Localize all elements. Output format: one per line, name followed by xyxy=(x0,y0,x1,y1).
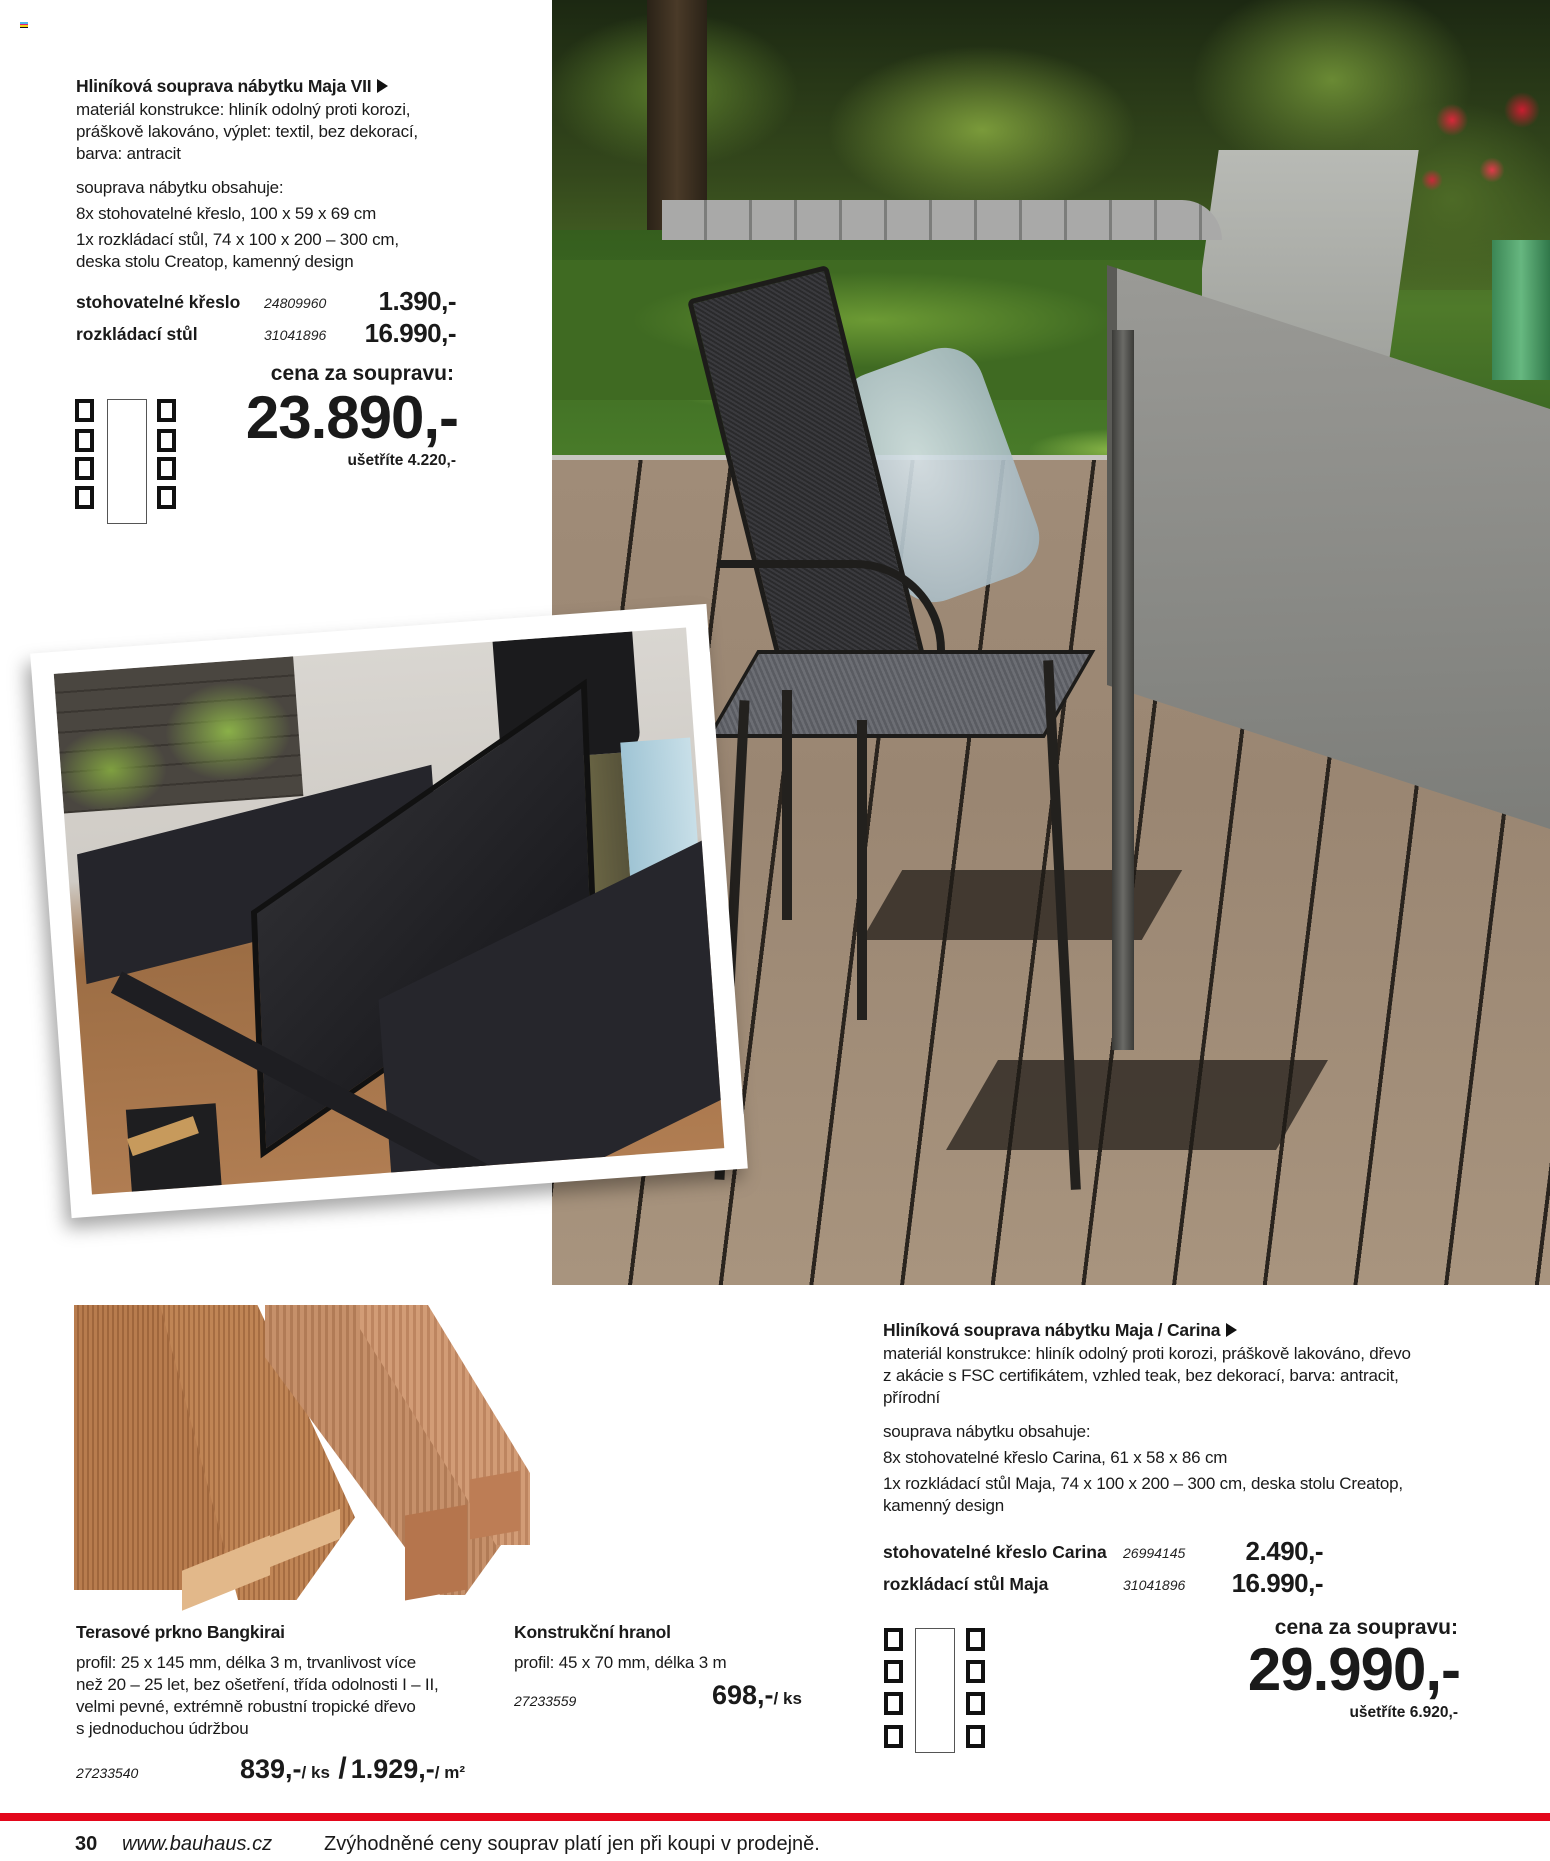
price-row-chair xyxy=(883,1536,1323,1564)
item-price: 2.490,- xyxy=(1245,1536,1323,1566)
hranol-price xyxy=(712,1680,802,1711)
item-code: 27233559 xyxy=(514,1693,577,1709)
product-hranol xyxy=(514,1622,814,1674)
chair-shadow xyxy=(946,1060,1328,1150)
item-code: 31041896 xyxy=(264,327,327,343)
product-description: profil: 45 x 70 mm, délka 3 m xyxy=(514,1653,727,1672)
product-bangkirai xyxy=(76,1622,476,1740)
contents-item: 8x stohovatelné křeslo Carina, 61 x 58 x 86 cm xyxy=(883,1448,1228,1467)
contents-item: kamenný design xyxy=(883,1496,1004,1515)
price-per-piece: 839,- xyxy=(240,1754,302,1784)
price-row-table xyxy=(883,1568,1323,1596)
item-code: 27233540 xyxy=(76,1765,139,1781)
item-price: 1.390,- xyxy=(378,286,456,316)
table-with-8-chairs-icon xyxy=(75,399,185,529)
chair-leg xyxy=(857,720,867,1020)
chair-leg xyxy=(782,690,792,920)
item-code: 26994145 xyxy=(1123,1545,1186,1561)
chair-shadow xyxy=(862,870,1182,940)
footer-red-rule xyxy=(0,1813,1550,1821)
price-row-table xyxy=(76,318,456,346)
price-per-m2: 1.929,- xyxy=(350,1754,435,1784)
chair-seat xyxy=(707,650,1096,738)
product-description: materiál konstrukce: hliník odolný proti korozi, práškově lakováno, dřevo z akácie s FSC certifikátem, vzhled teak, bez dekorací, barva: antracit, přírodní xyxy=(883,1344,1411,1407)
savings: ušetříte 4.220,- xyxy=(347,452,456,469)
item-price: 16.990,- xyxy=(364,318,456,348)
item-name: stohovatelné křeslo Carina xyxy=(883,1542,1107,1562)
item-code: 24809960 xyxy=(264,295,327,311)
bangkirai-price xyxy=(240,1752,465,1786)
product-title[interactable]: Hliníková souprava nábytku Maja VII xyxy=(76,76,476,97)
product-maja-carina xyxy=(883,1320,1523,1517)
unit-piece: / ks xyxy=(773,1689,802,1708)
price-row-chair xyxy=(76,286,456,314)
set-price: 29.990,- xyxy=(1247,1636,1460,1703)
website-link[interactable]: www.bauhaus.cz xyxy=(122,1833,273,1855)
print-color-mark xyxy=(20,22,28,28)
price-separator: / xyxy=(338,1752,347,1785)
table-leg xyxy=(1112,330,1134,1050)
page-number: 30 xyxy=(75,1833,98,1855)
set-price-label: cena za soupravu: xyxy=(270,362,454,385)
contents-item: deska stolu Creatop, kamenný design xyxy=(76,252,354,271)
item-code: 31041896 xyxy=(1123,1577,1186,1593)
contents-heading: souprava nábytku obsahuje: xyxy=(76,178,284,197)
footer-note: Zvýhodněné ceny souprav platí jen při koupi v prodejně. xyxy=(324,1833,820,1855)
product-title[interactable]: Konstrukční hranol xyxy=(514,1622,671,1642)
unit-m2: / m² xyxy=(434,1763,465,1782)
product-description: profil: 25 x 145 mm, délka 3 m, trvanlivost více než 20 – 25 let, bez ošetření, třída odolnosti I – II, velmi pevné, extrémně robustní tropické dřevo s jednoduchou údržbou xyxy=(76,1653,439,1738)
item-name: rozkládací stůl Maja xyxy=(883,1574,1049,1594)
contents-item: 1x rozkládací stůl Maja, 74 x 100 x 200 – 300 cm, deska stolu Creatop, xyxy=(883,1474,1403,1493)
stone-edging xyxy=(662,200,1222,240)
set-price: 23.890,- xyxy=(245,384,458,451)
item-price: 16.990,- xyxy=(1231,1568,1323,1598)
contents-item: 1x rozkládací stůl, 74 x 100 x 200 – 300 cm, xyxy=(76,230,399,249)
product-title[interactable]: Terasové prkno Bangkirai xyxy=(76,1622,285,1642)
inset-photo-table-extension xyxy=(30,604,748,1218)
product-description: materiál konstrukce: hliník odolný proti korozi, práškově lakováno, výplet: textil, bez dekorací, barva: antracit xyxy=(76,100,418,163)
table-with-8-chairs-icon xyxy=(884,1628,994,1758)
triangle-right-icon xyxy=(1226,1323,1237,1337)
triangle-right-icon xyxy=(377,79,388,93)
item-name: rozkládací stůl xyxy=(76,324,198,344)
product-title[interactable]: Hliníková souprava nábytku Maja / Carina xyxy=(883,1320,1523,1341)
glass-vase xyxy=(1492,240,1550,380)
set-price-label: cena za soupravu: xyxy=(1274,1616,1458,1639)
beam-end xyxy=(405,1505,467,1601)
contents-heading: souprava nábytku obsahuje: xyxy=(883,1422,1091,1441)
lumber-photo xyxy=(60,1295,830,1610)
item-name: stohovatelné křeslo xyxy=(76,292,241,312)
savings: ušetříte 6.920,- xyxy=(1349,1704,1458,1721)
price-per-piece: 698,- xyxy=(712,1680,774,1710)
contents-item: 8x stohovatelné křeslo, 100 x 59 x 69 cm xyxy=(76,204,377,223)
product-maja-vii xyxy=(76,76,476,273)
unit-piece: / ks xyxy=(301,1763,330,1782)
beam-end xyxy=(470,1471,520,1540)
